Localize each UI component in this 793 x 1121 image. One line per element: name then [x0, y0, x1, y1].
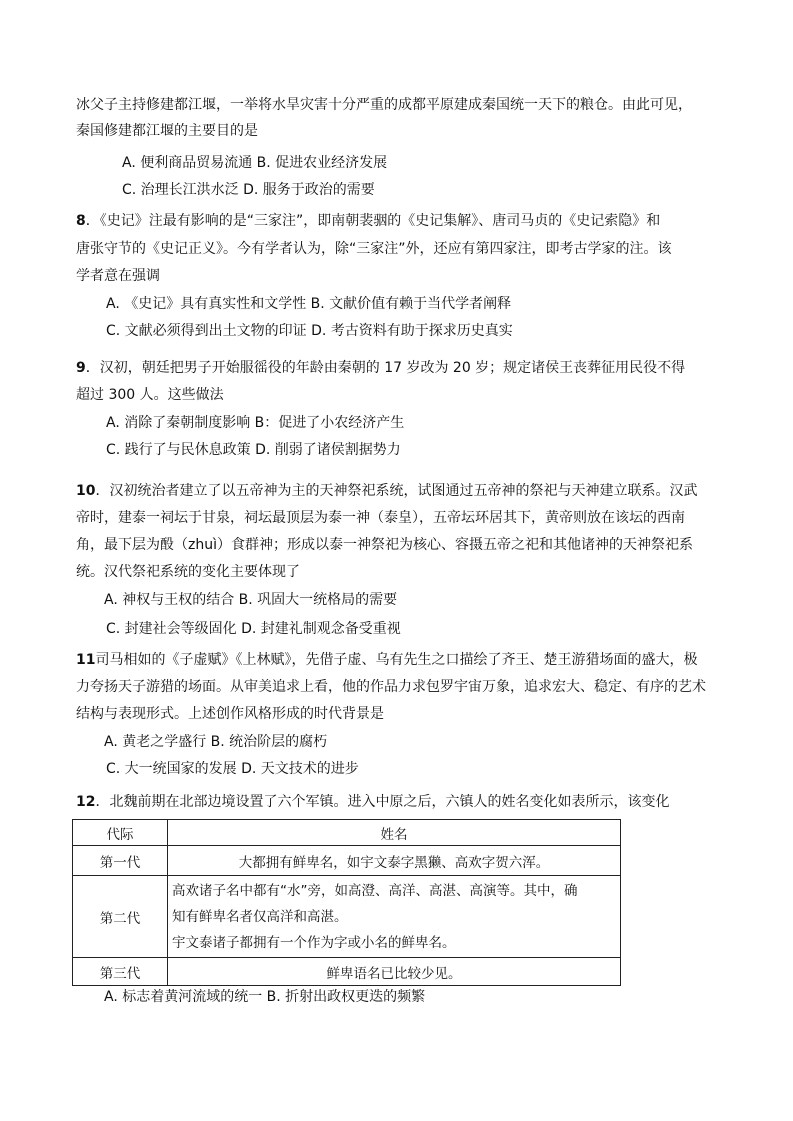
name-change-table: [72, 819, 621, 986]
q8-options-cd: C. 文献必须得到出土文物的印证 D. 考古资料有助于探求历史真实: [106, 323, 513, 339]
q7-options-ab: A. 便利商品贸易流通 B. 促进农业经济发展: [122, 155, 388, 171]
q8-line-2: 唐张守节的《史记正义》。今有学者认为，除“三家注”外，还应有第四家注，即考古学家的注。该: [76, 241, 672, 257]
q12-options-ab: A. 标志着黄河流域的统一 B. 折射出政权更迭的频繁: [104, 989, 426, 1005]
q8-options-ab: A. 《史记》具有真实性和文学性 B. 文献价值有赖于当代学者阐释: [106, 296, 512, 312]
row-generation: 第三代: [73, 958, 168, 986]
q10-options-ab: A. 神权与王权的结合 B. 巩固大一统格局的需要: [104, 592, 398, 608]
row-names: 大都拥有鲜卑名，如宇文泰字黑獭、高欢字贺六浑。: [168, 846, 621, 876]
table-row: [73, 958, 621, 986]
q10-line-4: 统。汉代祭祀系统的变化主要体现了: [76, 564, 300, 580]
header-generation: 代际: [73, 820, 168, 846]
q10-number: 10: [76, 483, 96, 499]
q10-text-1: ．汉初统治者建立了以五帝神为主的天神祭祀系统，试图通过五帝神的祭祀与天神建立联系。汉武: [95, 483, 698, 499]
row-names: 鲜卑语名已比较少见。: [168, 958, 621, 986]
table-row: [73, 846, 621, 876]
table-row: [73, 876, 621, 958]
q12-text-1: ．北魏前期在北部边境设置了六个军镇。进入中原之后，六镇人的姓名变化如表所示，该变化: [95, 794, 670, 810]
q11-text-1: 司马相如的《子虚赋》《上林赋》，先借子虚、乌有先生之口描绘了齐王、楚王游猎场面的盛大，极: [95, 652, 698, 668]
q11-options-ab: A. 黄老之学盛行 B. 统治阶层的腐朽: [104, 734, 328, 750]
q9-line-2: 超过 300 人。这些做法: [76, 387, 224, 403]
row-names-line: 高欢诸子名中都有“水”旁，如高澄、高洋、高湛、高演等。其中，确: [172, 882, 578, 899]
q12-number: 12: [76, 794, 96, 810]
q11-line-3: 结构与表现形式。上述创作风格形成的时代背景是: [76, 706, 384, 722]
q9-options-cd: C. 践行了与民休息政策 D. 削弱了诸侯割据势力: [106, 442, 401, 458]
q7-line-2: 秦国修建都江堰的主要目的是: [76, 123, 258, 139]
row-generation: 第一代: [73, 846, 168, 876]
q7-line-1: 冰父子主持修建都江堰，一举将水旱灾害十分严重的成都平原建成秦国统一天下的粮仓。由此可见，: [76, 97, 692, 113]
row-generation: 第二代: [73, 876, 168, 958]
q10-line-2: 帝时，建泰一祠坛于甘泉，祠坛最顶层为泰一神（泰皇），五帝坛环居其下，黄帝则放在该坛的西南: [76, 510, 685, 526]
row-names-line: 知有鲜卑名者仅高洋和高湛。: [172, 908, 348, 925]
row-names-line: 宇文泰诸子都拥有一个作为字或小名的鲜卑名。: [172, 934, 456, 951]
q8-number: 8: [76, 213, 86, 229]
q9-number: 9: [76, 360, 86, 376]
q12-line-1: [76, 792, 669, 812]
q10-line-1: [76, 481, 697, 501]
q9-text-1: ．汉初，朝廷把男子开始服徭役的年龄由秦朝的 17 岁改为 20 岁；规定诸侯王丧葬征用民役不得: [85, 360, 686, 376]
q8-line-3: 学者意在强调: [76, 268, 160, 284]
q10-options-cd: C. 封建社会等级固化 D. 封建礼制观念备受重视: [106, 621, 401, 637]
q9-line-1: [76, 358, 685, 378]
q11-line-1: [76, 650, 697, 670]
header-names: 姓名: [168, 820, 621, 846]
q7-options-cd: C. 治理长江洪水泛 D. 服务于政治的需要: [122, 182, 375, 198]
row-names: [168, 876, 621, 958]
q11-options-cd: C. 大一统国家的发展 D. 天文技术的进步: [106, 761, 359, 777]
table-header-row: [73, 820, 621, 846]
q8-text-1: ．《史记》注最有影响的是“三家注”，即南朝裴骃的《史记集解》、唐司马贞的《史记索隐》和: [85, 213, 661, 229]
q8-line-1: [76, 211, 660, 231]
q9-options-ab: A. 消除了秦朝制度影响 B：促进了小农经济产生: [106, 415, 405, 431]
q10-line-3: 角，最下层为酘（zhuì）食群神；形成以泰一神祭祀为核心、容摄五帝之祀和其他诸神的天神祭祀系: [76, 537, 693, 553]
q11-number: 11: [76, 652, 96, 668]
q11-line-2: 力夸扬天子游猎的场面。从审美追求上看，他的作品力求包罗宇宙万象，追求宏大、稳定、有序的艺术: [76, 679, 706, 695]
